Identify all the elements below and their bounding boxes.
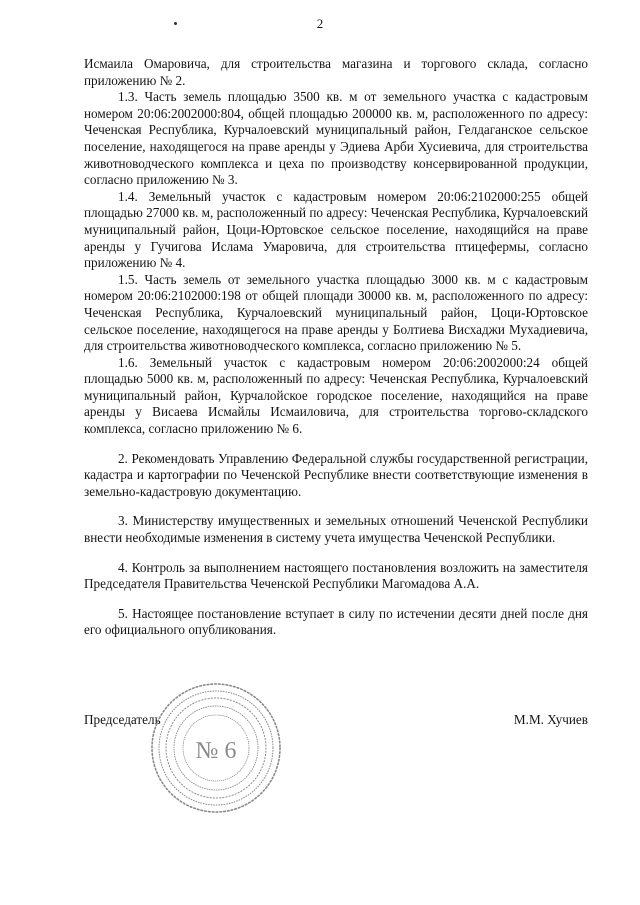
paragraph-1-3: 1.3. Часть земель площадью 3500 кв. м от земельного участка с кадастровым номером 20:06:2002000:804, общей площадью 200000 кв. м, расположенного по адресу: Чеченская Республика, Курчалоевский муниципальный район, Гелдаганское сельское поселение, находящегося на праве аренды у Эдиева Арби Хусиевича, для строительства животноводческого комплекса и цеха по производству консервированной продукции, согласно приложению № 3.: [84, 89, 588, 188]
paragraph-1-4: 1.4. Земельный участок с кадастровым номером 20:06:2102000:255 общей площадью 27000 кв. м, расположенный по адресу: Чеченская Республика, Курчалоевский муниципальный район, Цоци-Юртовское сельское поселение, находящийся на праве аренды у Гучигова Ислама Умаровича, для строительства птицефермы, согласно приложению № 4.: [84, 188, 588, 271]
paragraph-1-6: 1.6. Земельный участок с кадастровым номером 20:06:2002000:24 общей площадью 5000 кв. м, расположенный по адресу: Чеченская Республика, Курчалоевский муниципальный район, Курчалойское городское поселение, находящийся на праве аренды у Висаева Исмайлы Исмаиловича, для строительства торгово-складского комплекса, согласно приложению № 6.: [84, 354, 588, 437]
signatory-name: М.М. Хучиев: [513, 712, 588, 727]
paragraph-3: 3. Министерству имущественных и земельных отношений Чеченской Республики внести необходимые изменения в систему учета имущества Чеченской Республики.: [84, 513, 588, 546]
paragraph-4: 4. Контроль за выполнением настоящего постановления возложить на заместителя Председателя Правительства Чеченской Республики Магомадова А.А.: [84, 559, 588, 592]
signatory-title: Председатель: [84, 712, 161, 727]
paragraph-5: 5. Настоящее постановление вступает в силу по истечении десяти дней после дня его официального опубликования.: [84, 605, 588, 638]
official-seal-stamp: [148, 680, 284, 816]
paragraph-1-2-continuation: Исмаила Омаровича, для строительства магазина и торгового склада, согласно приложению № 2.: [84, 56, 588, 88]
stamp-number: № 6: [195, 738, 237, 764]
stray-dot-mark: [174, 22, 177, 25]
page-number: 2: [316, 16, 324, 31]
paragraph-1-5: 1.5. Часть земель от земельного участка площадью 3000 кв. м с кадастровым номером 20:06:2102000:198 от общей площади 30000 кв. м, расположенного по адресу: Чеченская Республика, Курчалоевский муниципальный район, Цоци-Юртовское сельское поселение, находящегося на праве аренды у Болтиева Висхаджи Мухадиевича, для строительства животноводческого комплекса, согласно приложению № 5.: [84, 271, 588, 354]
document-body: [84, 56, 588, 639]
paragraph-2: 2. Рекомендовать Управлению Федеральной службы государственной регистрации, кадастра и картографии по Чеченской Республике внести соответствующие изменения в земельно-кадастровую документацию.: [84, 450, 588, 499]
